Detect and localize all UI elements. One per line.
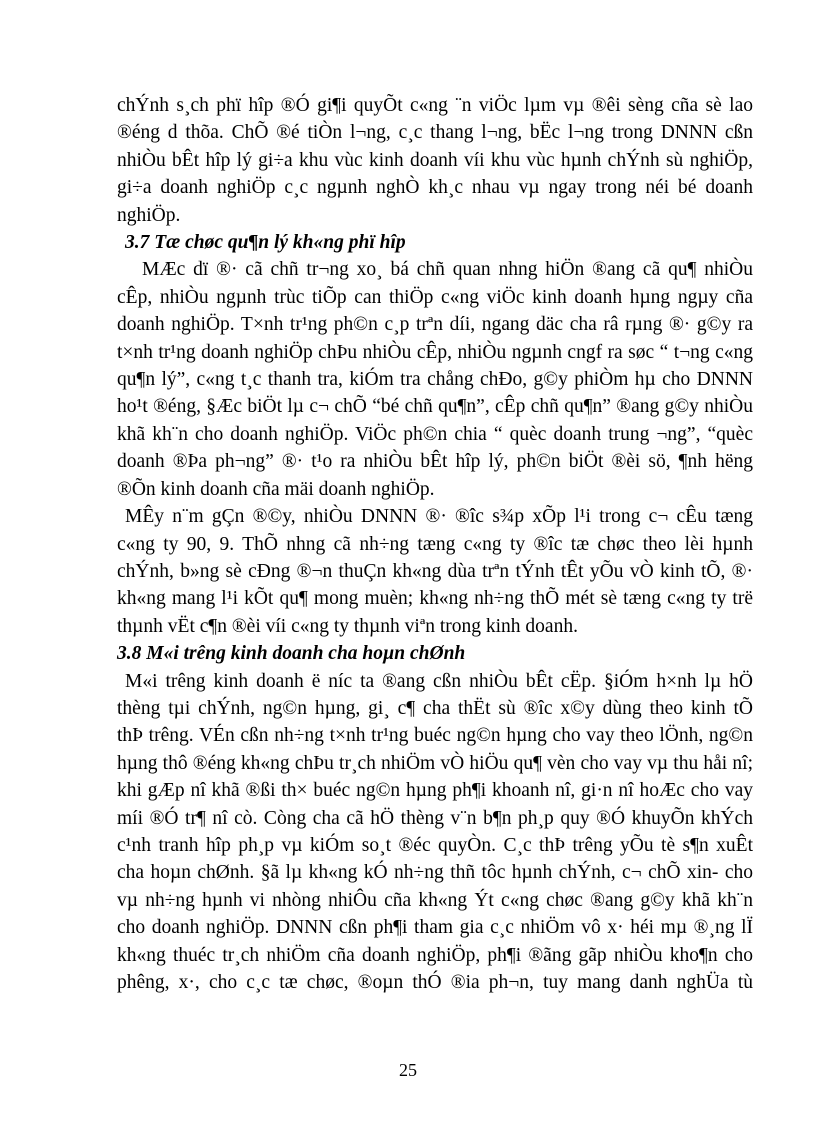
text-line: ®éng d thõa. ChÕ ®é tiÒn l¬ng, c¸c thang l¬ng, bËc l¬ng trong DNNN cßn [117, 122, 753, 144]
paragraph-3-7-a [117, 256, 753, 503]
text-line: cho doanh nghiÖp. DNNN cßn ph¶i tham gia c¸c nhiÖm vô x· héi mµ ®¸ng lÏ [117, 917, 753, 939]
text-line: ®Õn kinh doanh cña mäi doanh nghiÖp. [117, 478, 435, 500]
text-line: thµnh vËt c¶n ®èi víi c«ng ty thµnh viªn trong kinh doanh. [117, 615, 578, 637]
paragraph-3-7-b [117, 503, 753, 640]
text-line: doanh nghiÖp. T×nh tr¹ng ph©n c¸p trªn díi, ngang däc cha râ rµng ®· g©y ra [117, 314, 753, 336]
text-line: qu¶n lý”, c«ng t¸c thanh tra, kiÓm tra chång chÐo, g©y phiÒm hµ cho DNNN [117, 369, 753, 391]
text-line: cÊp, nhiÒu ngµnh trùc tiÕp can thiÖp c«ng viÖc kinh doanh hµng ngµy cña [117, 286, 753, 308]
text-line: M«i trêng kinh doanh ë níc ta ®ang cßn nhiÒu bÊt cËp. §iÓm h×nh lµ hÖ [125, 670, 753, 692]
section-heading-3-7: 3.7 Tæ chøc qu¶n lý kh«ng phï hîp [125, 232, 406, 254]
page-number: 25 [399, 1060, 417, 1080]
paragraph-3-8 [117, 668, 753, 997]
text-line: nghiÖp. [117, 204, 181, 226]
text-line: kh«ng mang l¹i kÕt qu¶ mong muèn; kh«ng nh÷ng thÕ mét sè tæng c«ng ty trë [117, 588, 753, 610]
text-line: khã kh¨n cho doanh nghiÖp. ViÖc ph©n chia “ quèc doanh trung ¬ng”, “quèc [117, 423, 753, 445]
text-line: MÆc dï ®· cã chñ tr¬ng xo¸ bá chñ quan nhng hiÖn ®ang cã qu¶ nhiÒu [142, 259, 753, 281]
text-line: thèng tµi chÝnh, ng©n hµng, gi¸ c¶ cha thËt sù ®îc x©y dùng theo kinh tÕ [117, 697, 753, 719]
text-line: MÊy n¨m gÇn ®©y, nhiÒu DNNN ®· ®îc s¾p xÕp l¹i trong c¬ cÊu tæng [125, 506, 753, 528]
text-line: hµng thô ®éng kh«ng chÞu tr¸ch nhiÖm vÒ hiÖu qu¶ vèn cho vay vµ thu håi nî; [117, 752, 753, 774]
document-page [117, 92, 753, 996]
text-line: doanh ®Þa ph¬ng” ®· t¹o ra nhiÒu bÊt hîp lý, ph©n biÖt ®èi sö, ¶nh hëng [117, 451, 753, 473]
text-line: nhiÒu bÊt hîp lý gi÷a khu vùc kinh doanh víi khu vùc hµnh chÝnh sù nghiÖp, [117, 149, 753, 171]
text-line: míi ®Ó tr¶ nî cò. Còng cha cã hÖ thèng v¨n b¶n ph¸p quy ®Ó khuyÕn khÝch [117, 807, 753, 829]
text-line: t×nh tr¹ng doanh nghiÖp chÞu nhiÒu cÊp, nhiÒu ngµnh cngf ra søc “ t¬ng c«ng [117, 341, 753, 363]
paragraph-intro [117, 92, 753, 229]
text-line: phêng, x·, cho c¸c tæ chøc, ®oµn thÓ ®ia ph¬n, tuy mang danh nghÜa tù [117, 972, 753, 993]
text-line: gi÷a doanh nghiÖp c¸c ngµnh nghÒ kh¸c nhau vµ ngay trong néi bé doanh [117, 177, 753, 199]
section-heading-3-8: 3.8 M«i trêng kinh doanh cha hoµn chØnh [117, 643, 466, 665]
text-line: cha hoµn chØnh. §ã lµ kh«ng kÓ nh÷ng thñ tôc hµnh chÝnh, c¬ chÕ xin- cho [117, 862, 753, 884]
text-line: c«ng ty 90, 9. ThÕ nhng cã nh÷ng tæng c«ng ty ®îc tæ chøc theo lèi hµnh [117, 533, 753, 555]
text-line: chÝnh s¸ch phï hîp ®Ó gi¶i quyÕt c«ng ¨n viÖc lµm vµ ®êi sèng cña sè lao [117, 95, 753, 116]
text-line: chÝnh, b»ng sè cÐng ®¬n thuÇn kh«ng dùa trªn tÝnh tÊt yÕu vÒ kinh tÕ, ®· [117, 560, 753, 582]
text-line: thÞ trêng. VÉn cßn nh÷ng t×nh tr¹ng buéc ng©n hµng cho vay theo lÖnh, ng©n [117, 725, 753, 747]
text-line: c¹nh tranh hîp ph¸p vµ kiÓm so¸t ®éc quyÒn. C¸c thÞ trêng yÕu tè s¶n xuÊt [117, 834, 753, 856]
text-line: ho¹t ®éng, §Æc biÖt lµ c¬ chÕ “bé chñ qu¶n”, cÊp chñ qu¶n” ®ang g©y nhiÒu [117, 396, 753, 418]
text-line: khi gÆp nî khã ®ßi th× buéc ng©n hµng ph¶i khoanh nî, gi·n nî hoÆc cho vay [117, 780, 753, 802]
text-line: kh«ng thuéc tr¸ch nhiÖm cña doanh nghiÖp, ph¶i ®ãng gãp nhiÒu kho¶n cho [117, 944, 753, 966]
text-line: vµ nh÷ng hµnh vi nhòng nhiÔu cña kh«ng Ýt c«ng chøc ®ang g©y khã kh¨n [117, 889, 753, 911]
